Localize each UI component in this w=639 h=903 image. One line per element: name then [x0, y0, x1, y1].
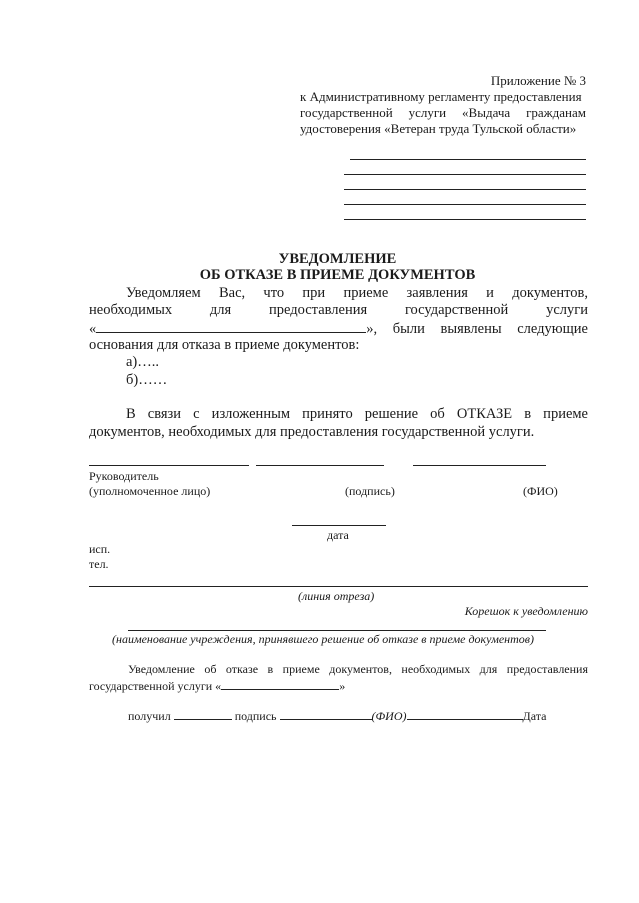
fio-line[interactable] — [413, 465, 546, 466]
stub-notice-suffix: » — [339, 679, 346, 693]
signature-line[interactable] — [256, 465, 384, 466]
recipient-line-2 — [344, 174, 586, 175]
stub-notice-prefix: государственной услуги « — [89, 679, 222, 693]
stub-fio-label: (ФИО) — [371, 709, 407, 723]
recipient-line-3 — [344, 189, 586, 190]
cut-line-label: (линия отреза) — [298, 589, 375, 603]
paragraph-1-line-3-rest: », были выявлены следующие — [366, 321, 588, 337]
received-label: получил — [128, 709, 171, 723]
paragraph-1-line-2: необходимых для предоставления государственной услуги — [89, 302, 588, 318]
appendix-number: Приложение № 3 — [490, 73, 586, 88]
paragraph-2-line-2: документов, необходимых для предоставления государственной услуги. — [89, 424, 535, 440]
title-line-2: ОБ ОТКАЗЕ В ПРИЕМЕ ДОКУМЕНТОВ — [199, 267, 476, 283]
recipient-line-1 — [350, 159, 586, 160]
stub-title: Корешок к уведомлению — [464, 604, 588, 618]
service-name-blank[interactable] — [96, 320, 366, 333]
executor-label: исп. — [89, 542, 111, 556]
stub-fio-blank[interactable] — [407, 708, 523, 720]
head-signature-line[interactable] — [89, 465, 249, 466]
title-line-1: УВЕДОМЛЕНИЕ — [278, 251, 397, 267]
stub-signature-blank[interactable] — [280, 708, 372, 720]
date-line[interactable] — [292, 525, 386, 526]
paragraph-1-line-1: Уведомляем Вас, что при приеме заявления и документов, — [126, 285, 588, 301]
date-label: дата — [327, 528, 349, 542]
received-blank[interactable] — [174, 708, 232, 720]
cut-line — [89, 586, 588, 587]
received-row — [128, 708, 546, 724]
quote-open: « — [89, 321, 97, 337]
reason-item-b: б)…… — [126, 372, 168, 388]
appendix-line-1: к Административному регламенту предоставления — [300, 89, 582, 104]
stub-signature-label: подпись — [234, 709, 277, 723]
recipient-line-5 — [344, 219, 586, 220]
reason-item-a: а)….. — [126, 354, 160, 370]
fio-label: (ФИО) — [523, 484, 558, 498]
appendix-line-2: государственной услуги «Выдача гражданам — [300, 105, 586, 120]
paragraph-1-line-3 — [89, 320, 588, 338]
recipient-line-4 — [344, 204, 586, 205]
authorized-label: (уполномоченное лицо) — [89, 484, 211, 498]
stub-notice-line-2 — [89, 678, 345, 694]
stub-service-blank[interactable] — [221, 678, 339, 690]
signature-label: (подпись) — [345, 484, 395, 498]
phone-label: тел. — [89, 557, 109, 571]
head-label: Руководитель — [89, 469, 159, 483]
paragraph-2-line-1: В связи с изложенным принято решение об ОТКАЗЕ в приеме — [126, 406, 588, 422]
paragraph-1-line-4: основания для отказа в приеме документов: — [89, 337, 360, 353]
stub-date-label: Дата — [522, 709, 547, 723]
org-name-line[interactable] — [128, 630, 546, 631]
org-caption: (наименование учреждения, принявшего решение об отказе в приеме документов) — [112, 632, 535, 646]
appendix-line-3: удостоверения «Ветеран труда Тульской области» — [300, 121, 577, 136]
stub-notice-line-1: Уведомление об отказе в приеме документов, необходимых для предоставления — [128, 662, 588, 676]
